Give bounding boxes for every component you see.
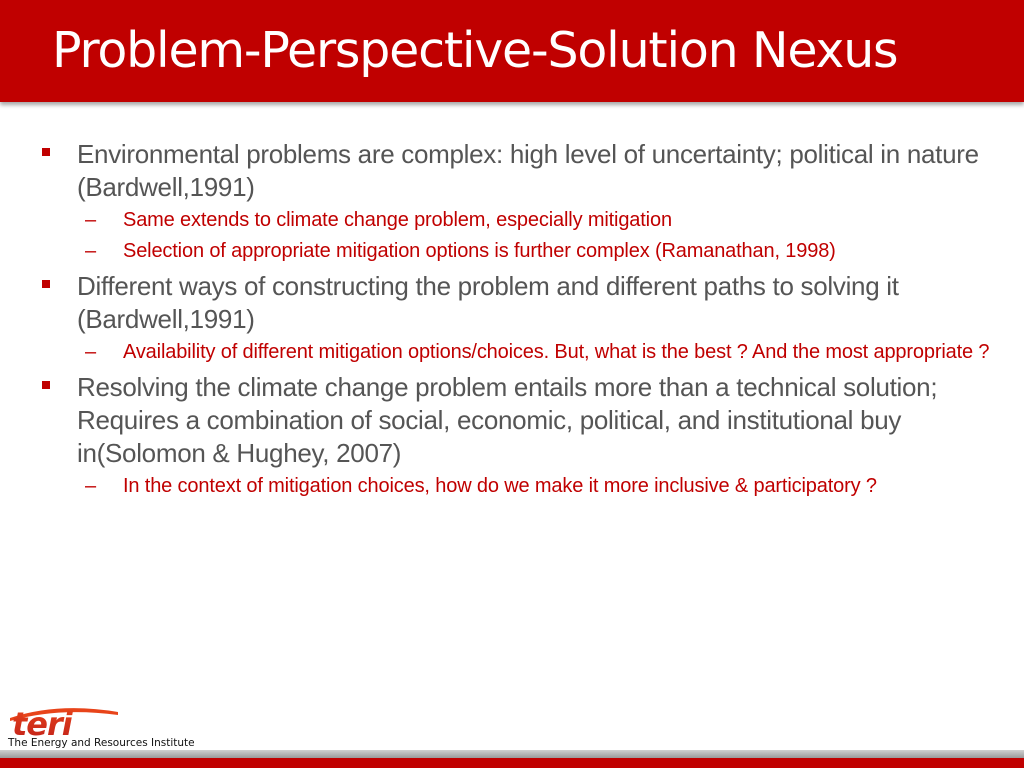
- sub-bullet-item: [40, 340, 990, 365]
- bullet-text: Environmental problems are complex: high level of uncertainty; political in nature (Bardwell,1991): [77, 139, 979, 202]
- bullet-group-3: [40, 371, 990, 499]
- sub-bullet-text: Availability of different mitigation options/choices. But, what is the best ? And the most appropriate ?: [123, 341, 990, 363]
- bullet-text: Resolving the climate change problem entails more than a technical solution; Requires a combination of social, economic, political, and institutional buy in(Solomon & Hughey, 2007): [77, 372, 938, 468]
- bullet-item: [40, 371, 990, 470]
- sub-bullet-text: In the context of mitigation choices, how do we make it more inclusive & participatory ?: [123, 475, 877, 497]
- sub-bullet-item: [40, 474, 990, 499]
- dash-bullet-icon: –: [85, 475, 96, 497]
- sub-bullet-item: [40, 239, 990, 264]
- bullet-item: [40, 138, 990, 204]
- slide-content: [40, 138, 990, 505]
- slide-title: Problem-Perspective-Solution Nexus: [52, 22, 898, 79]
- footer-grey-band: [0, 750, 1024, 758]
- sub-bullet-text: Same extends to climate change problem, especially mitigation: [123, 209, 672, 231]
- teri-logo-icon: [8, 702, 120, 738]
- dash-bullet-icon: –: [85, 240, 96, 262]
- sub-bullet-item: [40, 208, 990, 233]
- square-bullet-icon: [42, 381, 50, 389]
- footer-red-band: [0, 758, 1024, 768]
- bullet-text: Different ways of constructing the problem and different paths to solving it (Bardwell,1991): [77, 271, 899, 334]
- logo-tagline: The Energy and Resources Institute: [8, 737, 195, 749]
- bullet-group-2: [40, 270, 990, 365]
- square-bullet-icon: [42, 280, 50, 288]
- title-bar: [0, 0, 1024, 102]
- dash-bullet-icon: –: [85, 341, 96, 363]
- dash-bullet-icon: –: [85, 209, 96, 231]
- bullet-item: [40, 270, 990, 336]
- sub-bullet-text: Selection of appropriate mitigation options is further complex (Ramanathan, 1998): [123, 240, 836, 262]
- bullet-group-1: [40, 138, 990, 264]
- square-bullet-icon: [42, 148, 50, 156]
- svg-text:teri: teri: [12, 705, 72, 738]
